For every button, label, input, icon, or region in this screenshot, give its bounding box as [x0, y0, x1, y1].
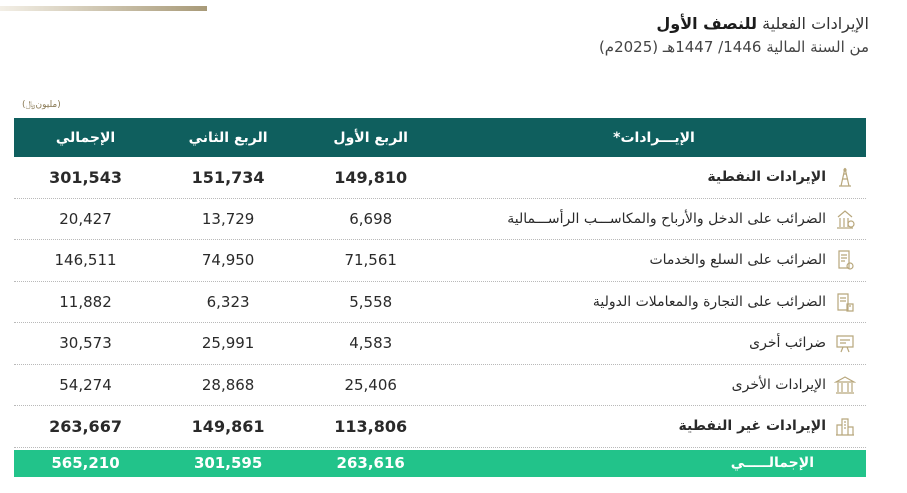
row-value-q1: 4,583: [349, 334, 393, 353]
row-label: الإيرادات غير النفطية: [678, 418, 826, 435]
table-row: [14, 199, 866, 241]
grand-total-q1: 263,616: [336, 454, 405, 472]
grand-total-total: 565,210: [51, 454, 120, 472]
row-value-q2: 74,950: [201, 251, 255, 270]
row-label-cell: [442, 415, 866, 437]
row-value-q1: 6,698: [349, 209, 393, 228]
table-header-row: [14, 118, 866, 157]
table-row: [14, 240, 866, 282]
trade-transactions-icon: [834, 291, 856, 313]
row-label-cell: [442, 332, 866, 354]
table-row: [14, 282, 866, 324]
certificate-icon: [834, 332, 856, 354]
grand-total-label: الإجمالـــــي: [730, 455, 814, 471]
row-value-q2: 151,734: [191, 167, 265, 187]
revenue-table: [14, 118, 866, 477]
grand-total-row: [14, 450, 866, 477]
row-label-cell: [442, 291, 866, 313]
decorative-top-bar: [0, 6, 207, 11]
row-label: ضرائب أخرى: [749, 335, 826, 352]
unit-note: (مليون﷼): [22, 100, 61, 110]
row-value-total: 146,511: [54, 251, 117, 270]
row-label: الإيرادات الأخرى: [731, 376, 826, 393]
row-value-q2: 6,323: [206, 292, 250, 311]
table-body: [14, 157, 866, 448]
row-label: الضرائب على التجارة والمعاملات الدولية: [592, 293, 826, 310]
row-label-cell: [442, 208, 866, 230]
table-row: [14, 406, 866, 448]
row-label: الإيرادات النفطية: [707, 169, 826, 186]
title-prefix: الإيرادات الفعلية: [757, 14, 869, 33]
table-row: [14, 157, 866, 199]
title-emphasis: للنصف الأول: [656, 14, 758, 33]
oil-rig-icon: [834, 166, 856, 188]
row-value-total: 54,274: [59, 375, 112, 394]
row-value-total: 301,543: [49, 167, 122, 187]
row-value-q2: 149,861: [191, 416, 265, 436]
row-value-q1: 71,561: [344, 251, 397, 270]
city-buildings-icon: [834, 415, 856, 437]
row-value-q1: 5,558: [349, 292, 393, 311]
row-value-q2: 25,991: [201, 334, 255, 353]
row-value-q1: 25,406: [344, 375, 397, 394]
header-q1: الربع الأول: [333, 129, 408, 146]
row-value-q2: 28,868: [201, 375, 255, 394]
row-value-q1: 113,806: [334, 416, 408, 436]
title-line-1: [269, 12, 869, 36]
table-row: [14, 323, 866, 365]
row-value-total: 30,573: [59, 334, 112, 353]
title-line-2: من السنة المالية 1446/ 1447هـ (2025م): [598, 38, 869, 56]
row-label: الضرائب على السلع والخدمات: [649, 252, 826, 269]
institution-icon: [834, 374, 856, 396]
row-label-cell: [442, 374, 866, 396]
grand-total-q2: 301,595: [193, 454, 263, 472]
row-value-q2: 13,729: [201, 209, 255, 228]
page-title: [269, 12, 869, 58]
header-revenues: الإيـــرادات*: [613, 129, 695, 146]
header-q2: الربع الثاني: [188, 129, 268, 146]
row-value-q1: 149,810: [334, 167, 408, 187]
row-label: الضرائب على الدخل والأرباح والمكاســـب الرأســـمالية: [507, 210, 826, 227]
table-row: [14, 365, 866, 407]
row-value-total: 11,882: [59, 292, 112, 311]
header-total: الإجمالي: [55, 129, 116, 146]
income-tax-building-icon: [834, 208, 856, 230]
row-label-cell: [442, 166, 866, 188]
row-value-total: 20,427: [59, 209, 112, 228]
goods-services-receipt-icon: [834, 249, 856, 271]
row-value-total: 263,667: [49, 416, 122, 436]
row-label-cell: [442, 249, 866, 271]
